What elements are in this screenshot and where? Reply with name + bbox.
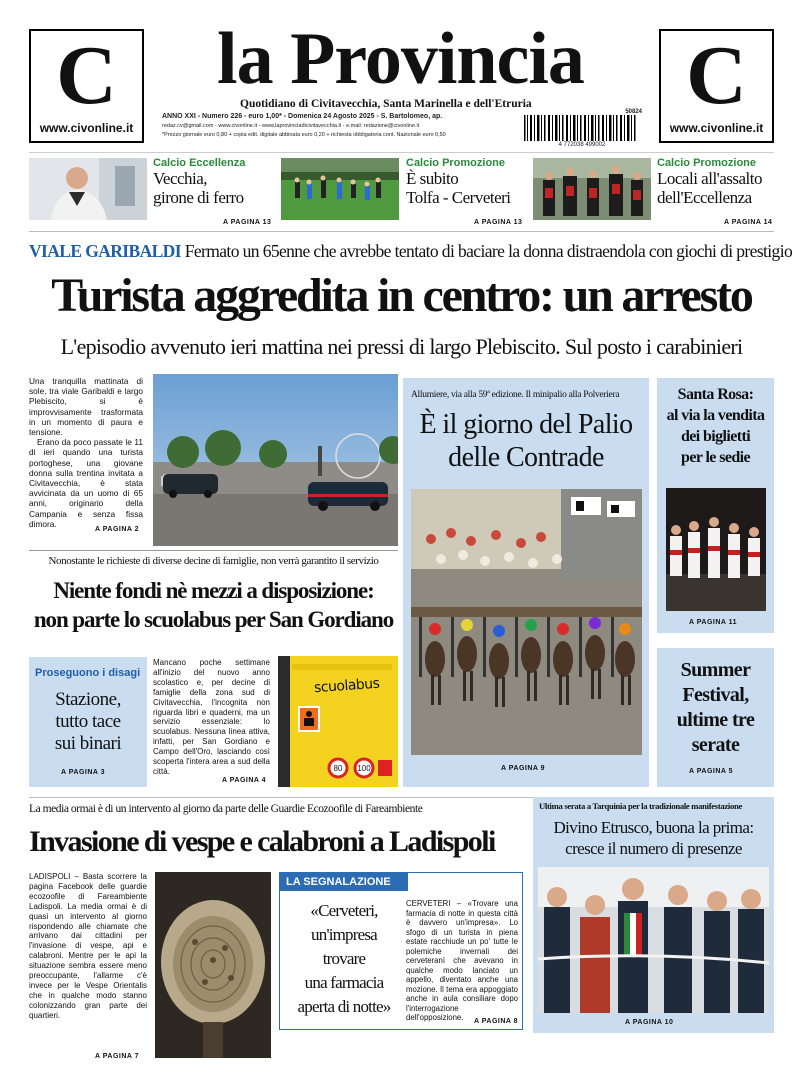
lead-headline[interactable]: Turista aggredita in centro: un arresto bbox=[51, 269, 752, 322]
scuolabus-headline-line: Niente fondi nè mezzi a disposizione: bbox=[53, 578, 374, 603]
vespe-page-ref[interactable]: A PAGINA 7 bbox=[95, 1053, 140, 1060]
ribbon-cutting-photo bbox=[538, 867, 769, 1013]
bus-label: scuolabus bbox=[313, 675, 380, 697]
stazione-box[interactable] bbox=[29, 657, 147, 787]
santarosa-box[interactable] bbox=[657, 378, 774, 633]
stazione-title-line: tutto tace bbox=[55, 711, 121, 732]
teaser-title-line: dell'Eccellenza bbox=[657, 188, 752, 207]
teaser-title bbox=[657, 169, 782, 207]
segnalazione-quote-line: un'impresa bbox=[311, 925, 377, 944]
santarosa-title-line: al via la vendita bbox=[666, 407, 765, 424]
segnalazione-quote-line: aperta di notte» bbox=[297, 997, 391, 1016]
vespe-kicker: La media ormai è di un intervento al giorno da parte delle Guardie Ecozoofile di Fareambiente bbox=[29, 803, 423, 815]
summer-title bbox=[657, 658, 774, 758]
teaser-photo-3[interactable] bbox=[533, 158, 651, 220]
wasp-nest-photo bbox=[155, 872, 271, 1058]
svg-text:80: 80 bbox=[333, 764, 343, 773]
coach-photo bbox=[29, 158, 147, 220]
palio-title bbox=[403, 408, 649, 474]
summer-title-line: ultime tre bbox=[676, 709, 755, 731]
logo-url: www.civonline.it bbox=[39, 121, 134, 135]
santarosa-title-line: Santa Rosa: bbox=[677, 386, 754, 403]
palio-kicker: Allumiere, via alla 59ª edizione. Il minipalio alla Polveriera bbox=[411, 390, 620, 400]
palio-page-ref[interactable]: A PAGINA 9 bbox=[501, 765, 546, 772]
etrusco-box[interactable] bbox=[533, 797, 774, 1033]
lead-body-paragraph: Una tranquilla mattinata di sole, tra viale Garibaldi e largo Plebiscito, si è improvvisamente trasformata in un momento di paura e tensione. bbox=[29, 376, 143, 438]
yellow-bus-photo bbox=[278, 656, 398, 787]
barcode bbox=[522, 109, 642, 151]
logo-box-right[interactable] bbox=[659, 29, 774, 143]
segnalazione-box[interactable] bbox=[279, 872, 523, 1030]
palio-title-line: È il giorno del Palio bbox=[419, 409, 633, 440]
logo-letter: C bbox=[686, 29, 747, 122]
logo-box-left[interactable] bbox=[29, 29, 144, 143]
football-match-photo bbox=[281, 158, 399, 220]
teaser-title-line: Tolfa - Cerveteri bbox=[406, 188, 511, 207]
teaser-photo-1[interactable] bbox=[29, 158, 147, 220]
santarosa-page-ref[interactable]: A PAGINA 11 bbox=[689, 619, 738, 626]
svg-text:100: 100 bbox=[357, 764, 371, 773]
summer-title-line: serate bbox=[691, 734, 740, 756]
lead-photo[interactable] bbox=[153, 374, 398, 546]
vespe-headline[interactable]: Invasione di vespe e calabroni a Ladispoli bbox=[29, 825, 495, 858]
etrusco-title-line: Divino Etrusco, buona la prima: bbox=[553, 818, 754, 837]
lead-kicker: VIALE GARIBALDI bbox=[29, 241, 181, 261]
etrusco-title bbox=[533, 817, 774, 859]
segnalazione-quote-line: «Cerveteri, bbox=[310, 901, 378, 920]
segnalazione-quote-line: una farmacia bbox=[304, 973, 384, 992]
scuolabus-photo[interactable] bbox=[278, 656, 398, 787]
barcode-digits: 4 772038 499002 bbox=[558, 142, 606, 148]
lead-body-paragraph: Erano da poco passate le 11 di ieri quando una turista portoghese, una giovane donna sulla trentina invitata a Civitavecchia, è stata avvicinata da un uomo di 65 anni, originario della Campania e senza fissa dimora. bbox=[29, 437, 143, 529]
lead-subheadline: L'episodio avvenuto ieri mattina nei pressi di largo Plebiscito. Sul posto i carabinieri bbox=[60, 334, 743, 359]
barcode-number: 50824 bbox=[625, 109, 642, 115]
teaser-title bbox=[406, 169, 531, 207]
price-line: *Prezzo giornale euro 0,80 + copia edit. digitale abbinata euro 0,20 + richiesta obbligatoria cont. Nazionale euro 0,50 bbox=[162, 132, 446, 138]
newspaper-subtitle: Quotidiano di Civitavecchia, Santa Marinella e dell'Etruria bbox=[240, 98, 532, 110]
stazione-kicker: Proseguono i disagi bbox=[35, 667, 141, 679]
palio-title-line: delle Contrade bbox=[448, 442, 604, 473]
lead-kicker-line bbox=[29, 240, 793, 262]
logo-url: www.civonline.it bbox=[669, 121, 764, 135]
lead-page-ref[interactable]: A PAGINA 2 bbox=[95, 526, 140, 533]
palio-box[interactable] bbox=[403, 378, 649, 787]
stazione-title-line: sui binari bbox=[54, 733, 122, 754]
teaser-title-line: Vecchia, bbox=[153, 169, 208, 188]
santarosa-title bbox=[657, 384, 774, 468]
etrusco-title-line: cresce il numero di presenze bbox=[565, 839, 742, 858]
teaser-title bbox=[153, 169, 278, 207]
teaser-title-line: girone di ferro bbox=[153, 188, 244, 207]
summer-box[interactable] bbox=[657, 648, 774, 787]
teaser-kicker: Calcio Promozione bbox=[657, 157, 757, 169]
teaser-title-line: È subito bbox=[406, 169, 459, 188]
teaser-kicker: Calcio Promozione bbox=[406, 157, 506, 169]
segnalazione-quote bbox=[280, 899, 408, 1019]
scuolabus-headline[interactable] bbox=[29, 576, 398, 634]
etrusco-kicker: Ultima serata a Tarquinia per la tradizionale manifestazione bbox=[539, 801, 742, 811]
vespe-body: LADISPOLI – Basta scorrere la pagina Facebook delle guardie ecozoofile di Fareambiente Ladispoli. La media ormai è di quasi un intervento al giorno rispondendo alle chiamate che arrivano dai cittadini per l'invasione di vespe, api e calabroni. Mentre per le api la situazione sembra essere meno preoccupante, l'allarme c'è invece per le Vespe Orientalis che in qualche modo stanno colonizzando gran parte dei quartieri. bbox=[29, 872, 147, 1020]
segnalazione-label: LA SEGNALAZIONE bbox=[280, 873, 408, 891]
teaser-page-ref[interactable]: A PAGINA 13 bbox=[223, 219, 272, 226]
divider bbox=[29, 231, 774, 232]
contacts-line: redaz.cv@gmail.com - www.civonline.it - www.laprovinciadicivitavecchia.it - e.mail: redazione@civonline.it bbox=[162, 123, 420, 129]
teaser-page-ref[interactable]: A PAGINA 13 bbox=[474, 219, 523, 226]
scuolabus-kicker: Nonostante le richieste di diverse decine di famiglie, non verrà garantito il servizio bbox=[48, 555, 379, 567]
palio-photo[interactable] bbox=[411, 489, 642, 755]
team-celebration-photo bbox=[533, 158, 651, 220]
stazione-title-line: Stazione, bbox=[55, 689, 121, 710]
street-carabinieri-photo bbox=[153, 374, 398, 546]
stazione-page-ref[interactable]: A PAGINA 3 bbox=[61, 769, 106, 776]
facchini-photo bbox=[666, 488, 766, 611]
teaser-3[interactable] bbox=[657, 157, 782, 207]
santarosa-photo[interactable] bbox=[666, 488, 766, 611]
teaser-photo-2[interactable] bbox=[281, 158, 399, 220]
divider bbox=[29, 152, 774, 153]
logo-letter: C bbox=[56, 29, 117, 122]
summer-page-ref[interactable]: A PAGINA 5 bbox=[689, 768, 734, 775]
segnalazione-quote-line: trovare bbox=[322, 949, 366, 968]
scuolabus-body: Mancano poche settimane all'inizio del nuovo anno scolastico e, per decine di famiglie della zona sud di Civitavecchia, l'incognita non riguarda libri e quaderni, ma un servizio essenziale: lo scuolabus. Nessuna linea attiva, infatti, per San Gordiano e Campo dell'Oro, lasciando così scoperta l'intera area a sud della città. bbox=[153, 658, 270, 776]
horse-race-photo bbox=[411, 489, 642, 755]
newspaper-title: la Provincia bbox=[217, 18, 584, 100]
issue-line: ANNO XXI - Numero 226 - euro 1,00* - Domenica 24 Agosto 2025 - S. Bartolomeo, ap. bbox=[162, 113, 443, 120]
teaser-2[interactable] bbox=[406, 157, 531, 207]
stazione-title bbox=[29, 689, 147, 755]
lead-kicker-text: Fermato un 65enne che avrebbe tentato di baciare la donna distraendola con giochi di prestigio bbox=[184, 241, 793, 261]
lead-body bbox=[29, 376, 143, 529]
summer-title-line: Festival, bbox=[682, 684, 749, 706]
santarosa-title-line: dei biglietti bbox=[680, 428, 751, 445]
segnalazione-page-ref[interactable]: A PAGINA 8 bbox=[474, 1018, 519, 1025]
etrusco-photo[interactable] bbox=[538, 867, 769, 1013]
scuolabus-headline-line: non parte lo scuolabus per San Gordiano bbox=[33, 607, 394, 632]
vespe-photo[interactable] bbox=[155, 872, 271, 1058]
teaser-1[interactable] bbox=[153, 157, 278, 207]
teaser-kicker: Calcio Eccellenza bbox=[153, 157, 246, 169]
teaser-title-line: Locali all'assalto bbox=[657, 169, 762, 188]
santarosa-title-line: per le sedie bbox=[681, 449, 750, 466]
segnalazione-body: CERVETERI – «Trovare una farmacia di notte in questa città è davvero un'impresa». Lo sfogo di un turista in piena estate racchiude un po' tutte le polemiche invernali dei cerveteranì che avevano in qualche modo lanciato un appello, diventato anche una mozione. Il tema era appoggiato anche in aula consiliare dopo l'interrogazione dell'opposizione. bbox=[406, 899, 518, 1022]
teaser-page-ref[interactable]: A PAGINA 14 bbox=[724, 219, 773, 226]
divider bbox=[29, 550, 398, 551]
etrusco-page-ref[interactable]: A PAGINA 10 bbox=[625, 1019, 674, 1026]
scuolabus-page-ref[interactable]: A PAGINA 4 bbox=[222, 777, 267, 784]
summer-title-line: Summer bbox=[680, 659, 751, 681]
